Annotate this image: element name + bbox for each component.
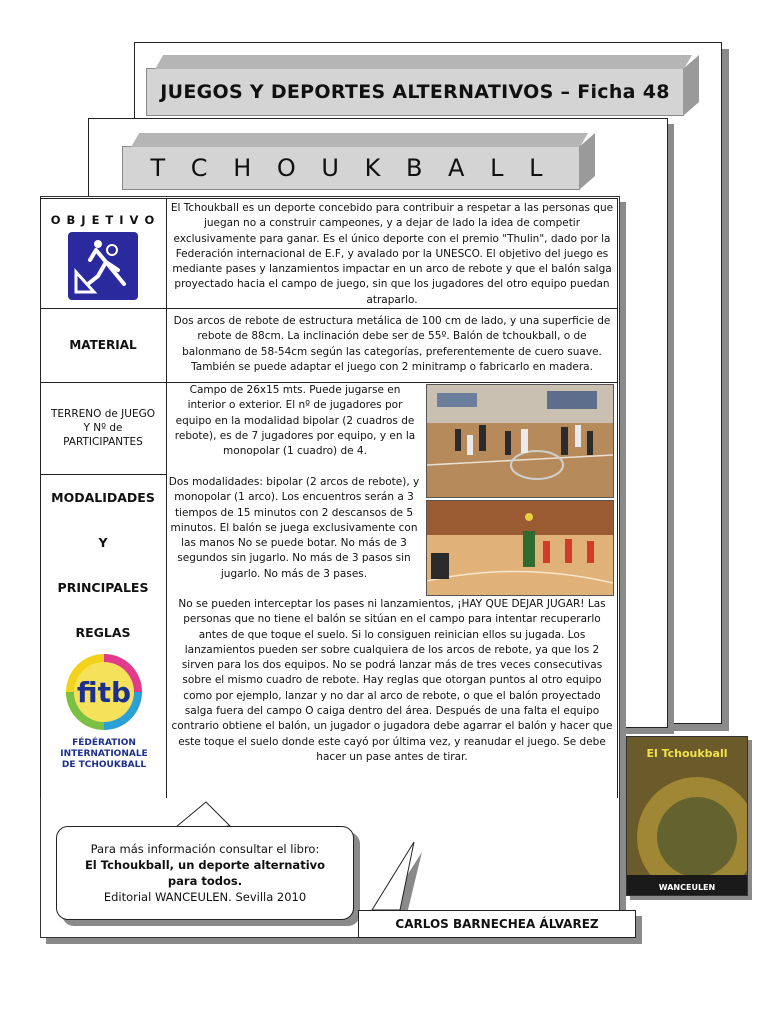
terreno-label-line2: Y Nº de bbox=[83, 422, 123, 434]
modalidades-label bbox=[40, 490, 166, 640]
objetivo-text: El Tchoukball es un deporte concebido para contribuir a respetar a las personas que juegan no a construir campeones, y a dejar de lado la idea de competir exclusivamente para ganar. Es el único deporte con el premio "Thulin", dado por la Federación internacional de E.F, y avalado por la UNESCO. El objetivo del juego es mediante pases y lanzamientos impactar en un arco de rebote y que el balón salga proyectado hacia el campo de juego, sin que los jugadores del otro equipo puedan atraparlo. bbox=[170, 202, 614, 306]
fitb-logo-icon bbox=[58, 652, 150, 770]
series-banner bbox=[146, 68, 684, 116]
book-publisher: WANCEULEN bbox=[658, 883, 716, 892]
fitb-line2: INTERNATIONALE bbox=[60, 749, 148, 759]
gym-photo-1 bbox=[426, 384, 614, 498]
objetivo-label: O B J E T I V O bbox=[50, 213, 156, 227]
modalidades-rules-text: No se pueden interceptar los pases ni lanzamientos, ¡HAY QUE DEJAR JUGAR! Las personas que no tiene el balón se sitúan en el campo para intentar recuperarlo antes de que toque el suelo. Si lo consiguen reinician ellos su jugada. Los lanzamientos pueden ser sobre cualquiera de los arcos de rebote, ya que los 2 sirven para los dos equipos. No se podrá lanzar más de tres veces consecutivas sobre el mismo cuadro de rebote. Hay reglas que otorgan puntos al otro equipo como por ejemplo, lanzar y no dar al arco de rebote, o que el balón proyectado salga fuera del campo O caiga dentro del área. Después de una falta el equipo contrario obtiene el balón, un jugador o jugadora debe agarrar el balón y hacer que este toque el suelo donde este cayó por última vez, y reanudar el juego. Se debe hacer un pase antes de tirar. bbox=[171, 598, 613, 763]
table-border-top bbox=[40, 198, 618, 199]
terreno-label bbox=[40, 382, 166, 474]
fitb-line1: FÉDÉRATION bbox=[72, 738, 136, 748]
terreno-label-line3: PARTICIPANTES bbox=[63, 436, 143, 448]
author-name: CARLOS BARNECHEA ÁLVAREZ bbox=[358, 910, 636, 938]
balloon-line2: El Tchoukball, un deporte alternativo bbox=[84, 858, 326, 872]
sport-banner bbox=[122, 146, 580, 190]
modalidades-label-line1: MODALIDADES bbox=[51, 490, 155, 505]
material-label: MATERIAL bbox=[69, 338, 137, 352]
modalidades-label-line4: REGLAS bbox=[75, 625, 131, 640]
material-text: Dos arcos de rebote de estructura metálica de 100 cm de lado, y una superficie de rebote de 88cm. La inclinación debe ser de 55º. Balón de tchoukball, o de balonmano de 58-54cm según las categorías, preferentemente de cuero suave. También se puede adaptar el juego con 2 minitramp o fabricarlo en madera. bbox=[173, 315, 611, 373]
balloon-text bbox=[57, 841, 353, 905]
book-title: El Tchoukball bbox=[646, 747, 728, 760]
balloon-line1: Para más información consultar el libro: bbox=[90, 842, 320, 856]
series-title: JUEGOS Y DEPORTES ALTERNATIVOS – Ficha 48 bbox=[160, 81, 670, 103]
fitb-short-text: fitb bbox=[76, 676, 132, 709]
info-table bbox=[40, 198, 618, 798]
modalidades-label-line3: PRINCIPALES bbox=[57, 580, 149, 595]
handball-player-icon bbox=[68, 232, 138, 300]
info-balloon bbox=[56, 826, 354, 920]
balloon-line3: para todos. bbox=[167, 874, 243, 888]
sport-title: T C H O U K B A L L bbox=[150, 154, 552, 182]
row-divider bbox=[40, 474, 166, 475]
balloon-line4: Editorial WANCEULEN. Sevilla 2010 bbox=[103, 890, 307, 904]
book-cover bbox=[626, 736, 748, 896]
modalidades-label-line2: Y bbox=[98, 535, 108, 550]
fitb-line3: DE TCHOUKBALL bbox=[61, 760, 147, 770]
terreno-label-line1: TERRENO de JUEGO bbox=[50, 408, 155, 420]
modalidades-side-text: Dos modalidades: bipolar (2 arcos de rebote), y monopolar (1 arco). Los encuentros serán a 3 tiempos de 15 minutos con 2 descansos de 5 minutos. El balón se juega exclusivamente con las manos No se puede botar. No más de 3 segundos sin jugarlo. No más de 3 pasos sin jugarlo. No más de 3 pases. bbox=[168, 476, 420, 580]
table-border-right bbox=[617, 198, 618, 798]
terreno-text: Campo de 26x15 mts. Puede jugarse en interior o exterior. El nº de jugadores por equipo en la modalidad bipolar (2 cuadros de rebote), es de 7 jugadores por equipo, y en la monopolar (1 cuadro) de 4. bbox=[174, 384, 416, 458]
gym-photo-2 bbox=[426, 500, 614, 596]
